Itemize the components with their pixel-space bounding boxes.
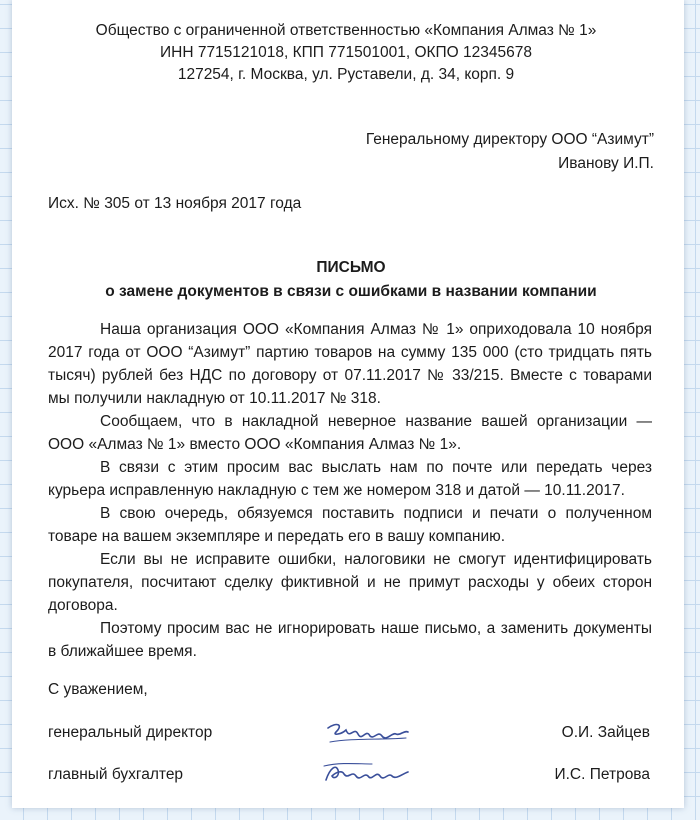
body-paragraph: Сообщаем, что в накладной неверное название вашей организации — ООО «Алмаз № 1» вместо ООО «Компания Алмаз № 1». — [48, 413, 652, 453]
body-paragraph: Наша организация ООО «Компания Алмаз № 1» оприходовала 10 ноября 2017 года от ООО “Азимут” партию товаров на сумму 135 000 (сто тридцать пять тысяч) рублей без НДС по договору от 07.11.2017 № 33/215. Вместе с товарами мы получили накладную от 10.11.2017 № 318. — [48, 321, 652, 407]
addressee-name: Иванову И.П. — [558, 155, 654, 172]
organization-tax-ids: ИНН 7715121018, КПП 771501001, ОКПО 12345678 — [159, 44, 532, 61]
organization-address: 127254, г. Москва, ул. Руставели, д. 34, корп. 9 — [177, 66, 515, 83]
letter-heading: ПИСЬМО — [316, 259, 386, 276]
director-role: генеральный директор — [48, 724, 213, 741]
director-handwritten-signature — [322, 716, 412, 750]
body-paragraph: В связи с этим просим вас выслать нам по почте или передать через курьера исправленную накладную с тем же номером 318 и датой — 10.11.2017. — [48, 459, 652, 499]
body-paragraph: Поэтому просим вас не игнорировать наше письмо, а заменить документы в ближайшее время. — [48, 620, 652, 660]
outgoing-number: Исх. № 305 от 13 ноября 2017 года — [48, 195, 302, 212]
accountant-name: И.С. Петрова — [554, 766, 650, 783]
organization-header — [36, 20, 656, 86]
body-paragraph: В свою очередь, обязуемся поставить подписи и печати о полученном товаре на вашем экземпляре и передать его в вашу компанию. — [48, 505, 652, 545]
letter-title — [36, 256, 666, 304]
accountant-role: главный бухгалтер — [48, 766, 184, 783]
director-name: О.И. Зайцев — [561, 724, 650, 741]
letter-subject: о замене документов в связи с ошибками в названии компании — [105, 283, 597, 300]
accountant-signature-row — [48, 762, 650, 788]
director-signature-row — [48, 720, 650, 746]
letter-body — [48, 318, 652, 663]
accountant-handwritten-signature — [322, 758, 412, 792]
addressee-block — [200, 128, 654, 176]
addressee-position: Генеральному директору ООО “Азимут” — [365, 131, 654, 148]
body-paragraph: Если вы не исправите ошибки, налоговики не смогут идентифицировать покупателя, посчитают сделку фиктивной и не примут расходы у обеих сторон договора. — [48, 551, 652, 614]
closing-phrase: С уважением, — [48, 681, 148, 698]
organization-name: Общество с ограниченной ответственностью «Компания Алмаз № 1» — [95, 22, 597, 39]
